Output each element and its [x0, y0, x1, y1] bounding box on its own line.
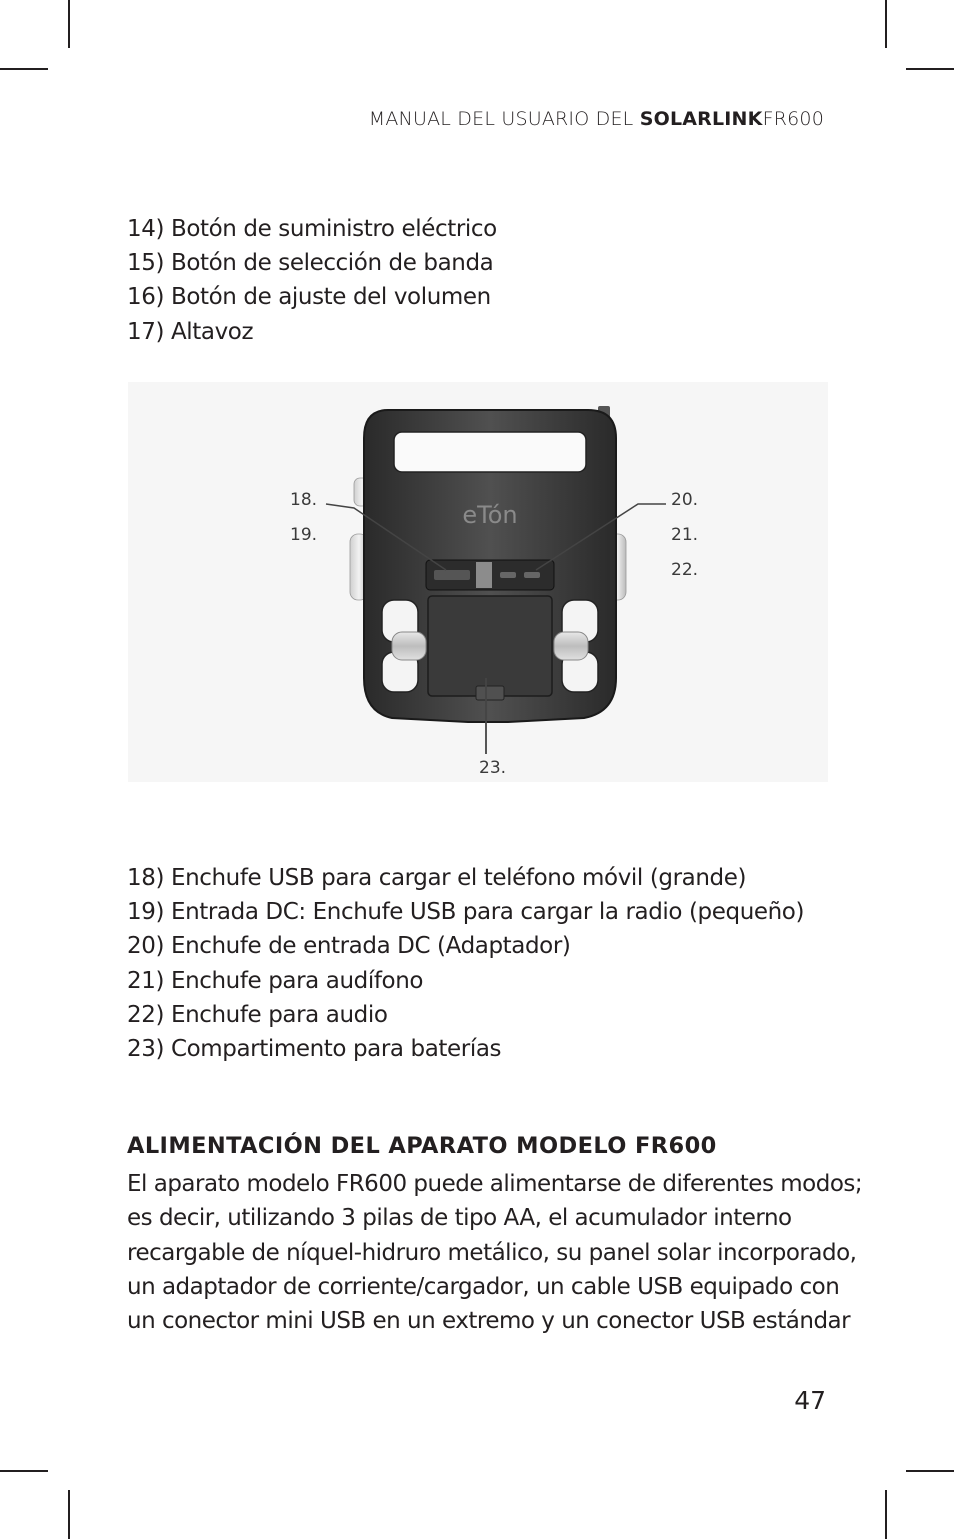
paragraph-line: un adaptador de corriente/cargador, un cable USB equipado con [127, 1273, 840, 1300]
section-heading: ALIMENTACIÓN DEL APARATO MODELO FR600 [127, 1133, 717, 1159]
list-item: 17) Altavoz [127, 318, 254, 345]
radio-back-illustration [128, 382, 828, 782]
paragraph-line: El aparato modelo FR600 puede alimentarse de diferentes modos; [127, 1171, 863, 1197]
crop-mark-bottom-right-horizontal [906, 1470, 954, 1472]
callout-22: 22. [671, 560, 699, 580]
list-item: 18) Enchufe USB para cargar el teléfono móvil (grande) [127, 865, 747, 891]
paragraph-line: un conector mini USB en un extremo y un conector USB estándar [127, 1308, 851, 1335]
list-item: 20) Enchufe de entrada DC (Adaptador) [127, 933, 571, 960]
eton-logo: eTón [462, 501, 518, 529]
list-item: 16) Botón de ajuste del volumen [127, 284, 491, 311]
list-item: 15) Botón de selección de banda [127, 250, 494, 277]
paragraph-line: es decir, utilizando 3 pilas de tipo AA, el acumulador interno [127, 1205, 792, 1232]
crop-mark-bottom-left-horizontal [0, 1470, 48, 1472]
crop-mark-bottom-right-vertical [885, 1490, 887, 1539]
header-prefix: MANUAL DEL USUARIO DEL [368, 108, 634, 130]
radio-back-figure [128, 382, 828, 782]
list-item: 22) Enchufe para audio [127, 1001, 388, 1028]
crop-mark-top-left-horizontal [0, 68, 48, 70]
running-header [369, 108, 824, 130]
header-brand: SOLARLINK [639, 108, 763, 130]
crop-mark-top-right-horizontal [906, 68, 954, 70]
parts-list-top [127, 212, 497, 349]
list-item: 19) Entrada DC: Enchufe USB para cargar la radio (pequeño) [127, 899, 805, 926]
crop-mark-top-left-vertical [68, 0, 70, 48]
callout-20: 20. [671, 490, 699, 510]
crop-mark-bottom-left-vertical [68, 1490, 70, 1539]
section-paragraph [127, 1167, 863, 1338]
header-model: FR600 [762, 108, 824, 130]
list-item: 21) Enchufe para audífono [127, 967, 424, 994]
page-number: 47 [794, 1386, 826, 1415]
crop-mark-top-right-vertical [885, 0, 887, 48]
list-item: 14) Botón de suministro eléctrico [127, 216, 497, 242]
callout-18: 18. [290, 490, 318, 510]
list-item: 23) Compartimento para baterías [127, 1036, 502, 1063]
callout-19: 19. [290, 525, 318, 545]
callout-21: 21. [671, 525, 699, 545]
parts-list-bottom [127, 861, 804, 1066]
callout-23: 23. [479, 758, 507, 778]
paragraph-line: recargable de níquel-hidruro metálico, su panel solar incorporado, [127, 1239, 857, 1266]
